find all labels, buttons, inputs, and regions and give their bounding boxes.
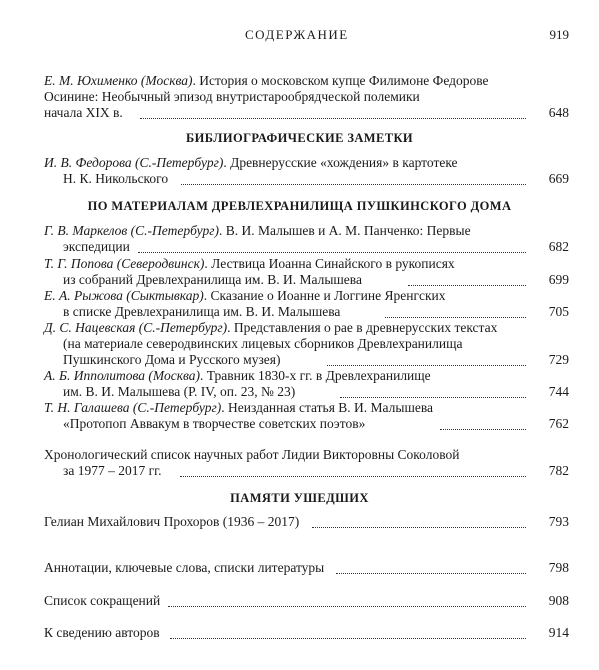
entry-title-cont: Пушкинского Дома и Русского музея) <box>63 352 281 367</box>
entry-page: 669 <box>548 171 569 186</box>
entry-title: . Травник 1830-х гг. в Древлехранилище <box>200 368 431 383</box>
entry-author: Е. А. Рыжова <box>44 288 123 303</box>
entry-city: (Москва) <box>148 368 201 383</box>
entry-city: (Северодвинск) <box>116 256 205 271</box>
entry-title-cont: «Протопоп Аввакум в творчестве советских поэтов» <box>63 416 366 431</box>
entry-page: 705 <box>548 304 569 319</box>
entry-author: А. Б. Ипполитова <box>44 368 146 383</box>
leader-dots <box>140 118 526 119</box>
memorial-entry: Гелиан Михайлович Прохоров (1936 – 2017) <box>44 514 300 529</box>
entry-city: (С.-Петербург) <box>138 320 228 335</box>
entry-author: Т. Г. Попова <box>44 256 114 271</box>
entry-author: Д. С. Нацевская <box>44 320 136 335</box>
leader-dots <box>138 252 526 253</box>
toc-entry <box>44 223 471 239</box>
toc-entry <box>44 73 489 89</box>
toc-entry <box>44 368 431 384</box>
leader-dots <box>170 638 526 639</box>
entry-page: 744 <box>548 384 569 399</box>
entry-title-cont: в списке Древлехранилища им. В. И. Малышева <box>63 304 341 319</box>
entry-title: . Представления о рае в древнерусских текстах <box>227 320 498 335</box>
leader-dots <box>312 527 526 528</box>
entry-page: 782 <box>548 463 569 478</box>
entry-author: И. В. Федорова <box>44 155 132 170</box>
entry-city: (С.-Петербург) <box>130 223 220 238</box>
entry-city: (Сыктывкар) <box>126 288 204 303</box>
leader-dots <box>327 365 526 366</box>
leader-dots <box>336 573 526 574</box>
entry-page: 648 <box>548 105 569 120</box>
entry-title-cont: (на материале северодвинских лицевых сборников Древлехранилища <box>63 336 463 351</box>
leader-dots <box>385 317 526 318</box>
section-heading: ПАМЯТИ УШЕДШИХ <box>230 491 369 505</box>
running-head-page: 919 <box>549 27 569 42</box>
entry-page: 908 <box>548 593 569 608</box>
leader-dots <box>180 476 526 477</box>
toc-entry <box>44 400 433 416</box>
entry-page: 798 <box>548 560 569 575</box>
entry-title-cont: экспедиции <box>63 239 130 254</box>
entry-page: 914 <box>548 625 569 640</box>
chron-list-title: Хронологический список научных работ Лидии Викторовны Соколовой <box>44 447 460 462</box>
chron-list-title-cont: за 1977 – 2017 гг. <box>63 463 162 478</box>
section-heading: ПО МАТЕРИАЛАМ ДРЕВЛЕХРАНИЛИЩА ПУШКИНСКОГО ДОМА <box>87 199 512 213</box>
entry-title-cont: Н. К. Никольского <box>63 171 169 186</box>
toc-entry-annotations: Аннотации, ключевые слова, списки литературы <box>44 560 325 575</box>
entry-author: Г. В. Маркелов <box>44 223 128 238</box>
toc-entry <box>44 288 446 304</box>
entry-title: . Древнерусские «хождения» в картотеке <box>223 155 458 170</box>
entry-city: (Москва) <box>140 73 193 88</box>
entry-city: (С.-Петербург) <box>134 155 224 170</box>
leader-dots <box>440 429 526 430</box>
entry-page: 682 <box>548 239 569 254</box>
running-head-title: СОДЕРЖАНИЕ <box>245 27 349 42</box>
entry-title: . Неизданная статья В. И. Малышева <box>221 400 434 415</box>
leader-dots <box>168 606 526 607</box>
entry-page: 699 <box>548 272 569 287</box>
entry-author: Е. М. Юхименко <box>44 73 138 88</box>
entry-title-cont: начала XIX в. <box>44 105 123 120</box>
entry-title: . Сказание о Иоанне и Логгине Яренгских <box>203 288 446 303</box>
entry-page: 762 <box>548 416 569 431</box>
entry-title-cont: Осинине: Необычный эпизод внутристарообрядческой полемики <box>44 89 420 104</box>
entry-page: 793 <box>548 514 569 529</box>
leader-dots <box>181 184 526 185</box>
toc-entry <box>44 155 458 171</box>
entry-author: Т. Н. Галашева <box>44 400 130 415</box>
toc-entry-authors: К сведению авторов <box>44 625 160 640</box>
entry-title-cont: им. В. И. Малышева (Р. IV, оп. 23, № 23) <box>63 384 296 399</box>
leader-dots <box>408 285 526 286</box>
entry-title: . Лествица Иоанна Синайского в рукописях <box>204 256 455 271</box>
entry-title: . История о московском купце Филимоне Федорове <box>192 73 489 88</box>
section-heading: БИБЛИОГРАФИЧЕСКИЕ ЗАМЕТКИ <box>185 131 414 145</box>
entry-city: (С.-Петербург) <box>132 400 222 415</box>
entry-title-cont: из собраний Древлехранилища им. В. И. Малышева <box>63 272 362 287</box>
toc-entry-abbreviations: Список сокращений <box>44 593 161 608</box>
entry-page: 729 <box>548 352 569 367</box>
leader-dots <box>340 397 526 398</box>
entry-title: . В. И. Малышев и А. М. Панченко: Первые <box>219 223 471 238</box>
toc-entry <box>44 320 497 336</box>
toc-entry <box>44 256 455 272</box>
